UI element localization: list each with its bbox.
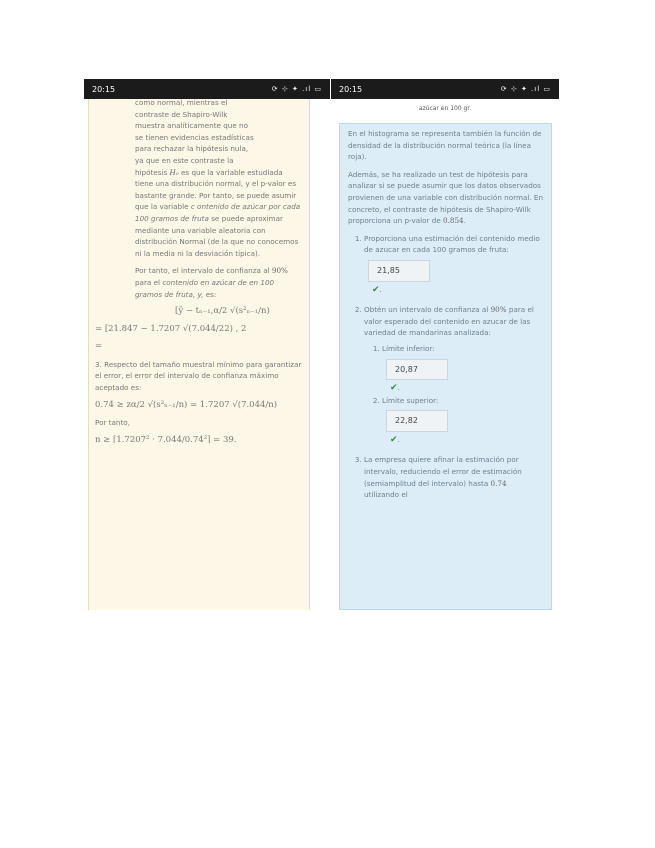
- equals-sign: =: [95, 341, 103, 352]
- question-3: 3. La empresa quiere afinar la estimación por intervalo, reduciendo el error de estimación (semiamplitud del intervalo) hasta 0.74 utilizando el: [364, 454, 543, 500]
- question-card: [339, 123, 552, 610]
- histogram-paragraph: En el histograma se representa también la función de densidad de la distribución normal teórica (la línea roja).: [348, 129, 542, 162]
- sample-size-formula: n ≥ ⌈1.7207² · 7.044/0.74²⌉ = 39.: [95, 434, 237, 445]
- hypothesis-paragraph: hipótesis H₀ es que la variable estudiada tiene una distribución normal, y el p-valor es bastante grande. Por tanto, se puede asumir que la variable c ontenido de azúcar por cada 100 gramos de fruta se puede aproximar mediante una variable aleatoria con distribución Normal (de la que no conocemos ni la media ni la desviación típica).: [135, 167, 301, 258]
- paragraph-line: muestra analíticamente que no: [135, 121, 248, 131]
- question-list: [348, 233, 543, 501]
- interval-formula: [ȳ − tₙ₋₁,α/2 √(s²ₙ₋₁/n): [175, 306, 270, 317]
- status-bar: [84, 79, 330, 99]
- check-icon: ✔: [390, 434, 398, 445]
- paragraph-line: para rechazar la hipótesis nula,: [135, 144, 249, 154]
- feedback-card: [88, 99, 310, 610]
- question-2: 2. Obtén un intervalo de confianza al 90% para el valor esperado del contenido en azucar de las variedad de mandarinas analizada: 1. Límite inferior: 20,87 ✔. 2. Límite superior: 22,82 ✔.: [364, 304, 543, 446]
- interval-paragraph: Por tanto, el intervalo de confianza al 90% para el contenido en azúcar de en 100 gramos de fruta, y, es:: [135, 266, 288, 299]
- interval-formula-values: = [21.847 − 1.7207 √(7.044/22) , 2: [95, 323, 247, 334]
- paragraph-line: contraste de Shapiro-Wilk: [135, 109, 228, 119]
- figure-caption: azúcar en 100 gr.: [418, 105, 472, 112]
- paragraph-line: como normal, mientras el: [135, 98, 228, 107]
- answer-field-upper[interactable]: 22,82: [386, 410, 448, 432]
- question-1: 1. Proporciona una estimación del contenido medio de azucar en cada 100 gramos de fruta: 21,85 ✔.: [364, 233, 543, 296]
- status-time: 20:15: [92, 84, 116, 94]
- paragraph-lines: [135, 97, 303, 167]
- paragraph-line: ya que en este contraste la: [135, 155, 234, 165]
- status-bar: [331, 79, 559, 99]
- status-icons: ⟳ ⊹ ✦ .ıl ▭: [271, 85, 322, 93]
- left-phone-screenshot: [84, 79, 330, 610]
- right-phone-screenshot: [331, 79, 559, 610]
- sub-question-list: [364, 343, 543, 447]
- therefore-label: Por tanto,: [95, 418, 130, 428]
- test-paragraph: Además, se ha realizado un test de hipótesis para analizar si se puede asumir que los datos observados provienen de una variable con distribución normal. En concreto, el contraste de hipótesis de Shapiro-Wilk proporciona un p-valor de 0.854.: [348, 169, 544, 226]
- check-icon: ✔: [390, 383, 398, 394]
- answer-field-lower[interactable]: 20,87: [386, 359, 448, 381]
- sub-question-upper: 2. Límite superior: 22,82 ✔.: [382, 395, 543, 447]
- check-icon: ✔: [372, 284, 380, 295]
- status-icons: ⟳ ⊹ ✦ .ıl ▭: [500, 85, 551, 93]
- paragraph-line: se tienen evidencias estadísticas: [135, 132, 254, 142]
- list-item-3: 3. Respecto del tamaño muestral mínimo para garantizar el error, el error del intervalo de confianza máximo aceptado es: 0.74 ≥ zα/2 √(s²ₙ₋₁/n) = 1.7207 √(7.044/n) Por tanto, n ≥ ⌈1.7207² · 7.044/0.74²⌉ = 39.: [95, 359, 302, 445]
- answer-field-mean[interactable]: 21,85: [368, 260, 430, 282]
- status-time: 20:15: [339, 84, 363, 94]
- sub-question-lower: 1. Límite inferior: 20,87 ✔.: [382, 343, 543, 395]
- error-formula: 0.74 ≥ zα/2 √(s²ₙ₋₁/n) = 1.7207 √(7.044/n): [95, 399, 278, 410]
